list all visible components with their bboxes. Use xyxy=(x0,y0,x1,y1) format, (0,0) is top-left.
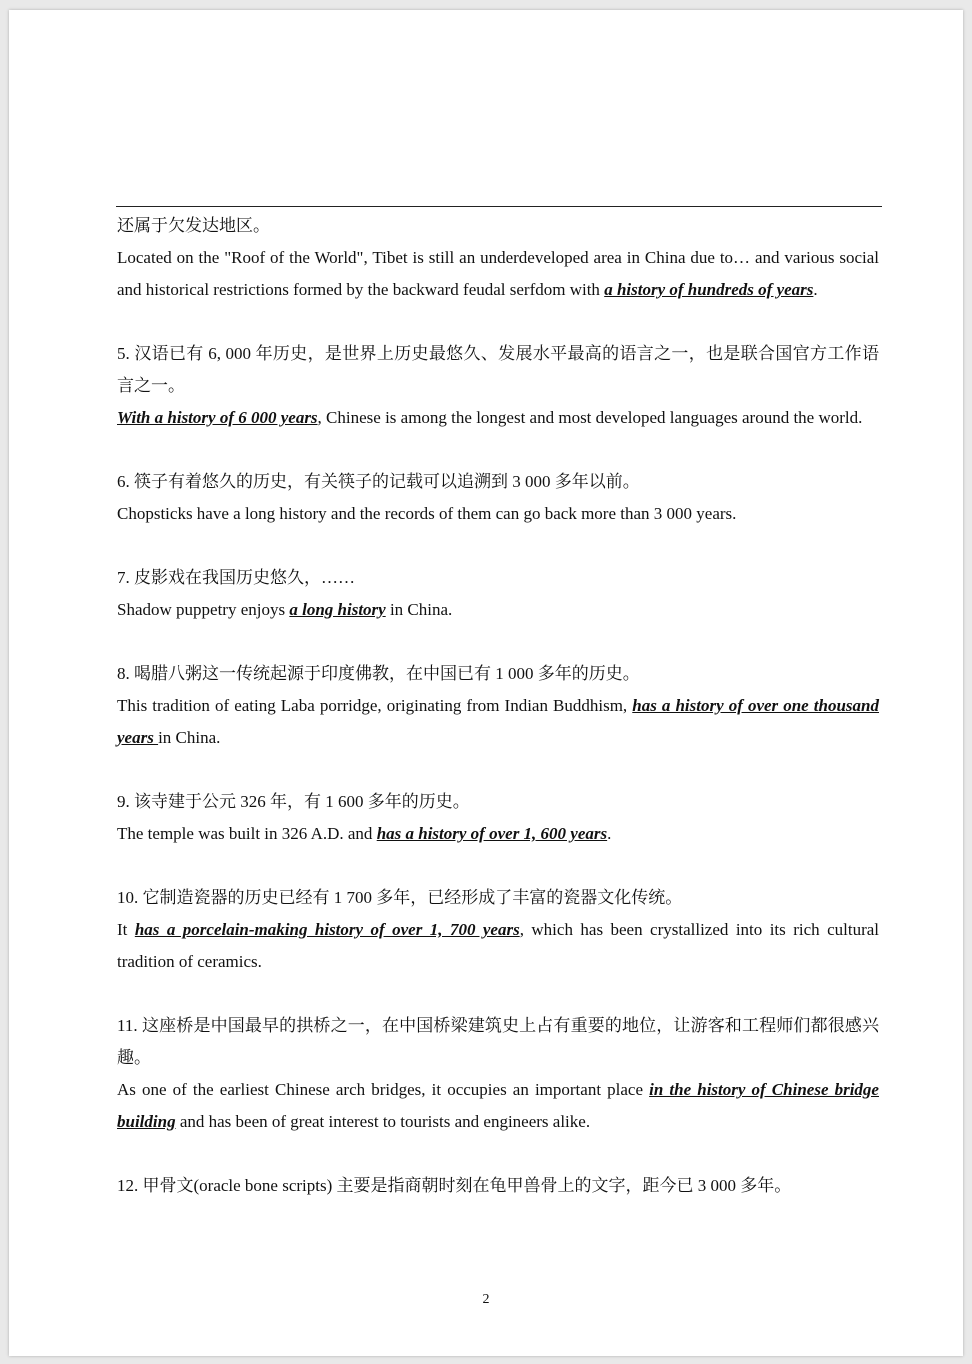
header-rule xyxy=(116,206,882,207)
highlighted-phrase: has a porcelain-making history of over 1, 700 years xyxy=(134,920,520,939)
block-7-chinese: 11. 这座桥是中国最早的拱桥之一，在中国桥梁建筑史上占有重要的地位，让游客和工程师们都很感兴趣。 xyxy=(117,1016,879,1067)
block-4-english: This tradition of eating Laba porridge, originating from Indian Buddhism, has a history of over one thousand years in China. xyxy=(117,696,879,747)
block-5-english: The temple was built in 326 A.D. and has a history of over 1, 600 years. xyxy=(117,824,612,843)
highlighted-phrase: a history of hundreds of years xyxy=(604,280,814,299)
block-6-english: It has a porcelain-making history of over 1, 700 years, which has been crystallized into its rich cultural tradition of ceramics. xyxy=(117,920,879,971)
block-7-english: As one of the earliest Chinese arch bridges, it occupies an important place in the history of Chinese bridge building and has been of great interest to tourists and engineers alike. xyxy=(117,1080,879,1131)
block-3-english: Shadow puppetry enjoys a long history in China. xyxy=(117,600,453,619)
highlighted-phrase: has a history of over one thousand years xyxy=(117,696,879,747)
block-1-english: With a history of 6 000 years, Chinese is among the longest and most developed languages around the world. xyxy=(117,408,863,427)
block-0-chinese: 还属于欠发达地区。 xyxy=(117,216,270,235)
page-content xyxy=(117,210,879,1202)
block-3-chinese: 7. 皮影戏在我国历史悠久，…… xyxy=(117,568,355,587)
block-5-chinese: 9. 该寺建于公元 326 年，有 1 600 多年的历史。 xyxy=(117,792,470,811)
block-4-chinese: 8. 喝腊八粥这一传统起源于印度佛教，在中国已有 1 000 多年的历史。 xyxy=(117,664,640,683)
highlighted-phrase: has a history of over 1, 600 years xyxy=(376,824,608,843)
highlighted-phrase: in the history of Chinese bridge building xyxy=(117,1080,879,1131)
block-1-chinese: 5. 汉语已有 6, 000 年历史，是世界上历史最悠久、发展水平最高的语言之一，也是联合国官方工作语言之一。 xyxy=(117,344,879,395)
block-6-chinese: 10. 它制造瓷器的历史已经有 1 700 多年，已经形成了丰富的瓷器文化传统。 xyxy=(117,888,683,907)
block-2-english: Chopsticks have a long history and the records of them can go back more than 3 000 years. xyxy=(117,504,737,523)
block-2-chinese: 6. 筷子有着悠久的历史，有关筷子的记载可以追溯到 3 000 多年以前。 xyxy=(117,472,640,491)
block-0-english: Located on the "Roof of the World", Tibet is still an underdeveloped area in China due to… and various social and historical restrictions formed by the backward feudal serfdom with a history of hundreds of years. xyxy=(117,248,879,299)
document-page xyxy=(9,10,963,1356)
block-8-chinese: 12. 甲骨文(oracle bone scripts) 主要是指商朝时刻在龟甲兽骨上的文字，距今已 3 000 多年。 xyxy=(117,1176,792,1195)
page-number: 2 xyxy=(482,1292,490,1307)
highlighted-phrase: a long history xyxy=(289,600,386,619)
highlighted-phrase: With a history of 6 000 years xyxy=(117,408,318,427)
